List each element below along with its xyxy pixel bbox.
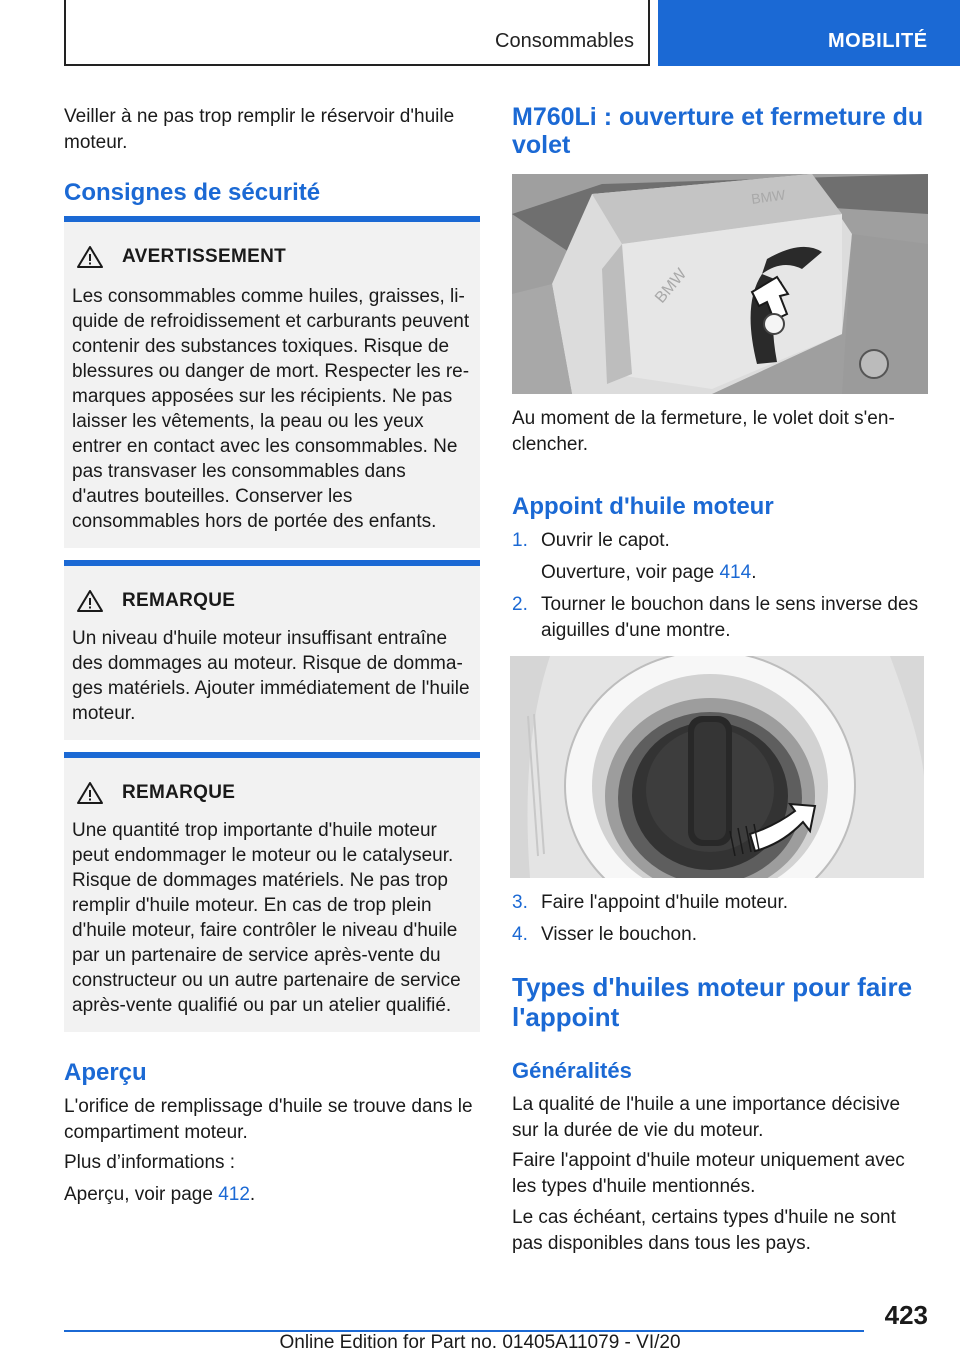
note2-title: REMARQUE xyxy=(122,782,236,803)
step-1-text: Ouvrir le capot. xyxy=(541,530,670,551)
flap-heading: M760Li : ouverture et fermeture du volet xyxy=(512,103,924,159)
page-link-412[interactable]: 412 xyxy=(218,1184,250,1205)
general-paragraph-1: La qualité de l'huile a une importance décisive sur la durée de vie du moteur. xyxy=(512,1094,901,1141)
warning-text: Les consommables comme huiles, graisses, liquide de refroidissement et carburants peuvent contenir des substances toxiques. Risque de blessures ou danger de mort. Respecter les remarques apposées sur les récipients. Ne pas laisser les vêtements, la peau ou les yeux entrer en contact avec les consommables. Ne pas transvaser les consommables dans d'autres bouteilles. Conserver les consommables hors de portée des enfants. xyxy=(72,286,470,532)
engine-cover-logo-small: BMW xyxy=(750,186,787,207)
overview-heading: Aperçu xyxy=(64,1059,147,1086)
page-link-414[interactable]: 414 xyxy=(719,562,752,583)
step-4-text: Visser le bouchon. xyxy=(541,924,697,945)
oil-types-heading: Types d'huiles moteur pour faire l'appoint xyxy=(512,972,913,1032)
note1-title: REMARQUE xyxy=(122,590,236,611)
header-chapter-title: MOBILITÉ xyxy=(828,30,928,52)
warning-title: AVERTISSEMENT xyxy=(122,246,287,267)
note1-text: Un niveau d'huile moteur insuffisant entraîne des dommages au moteur. Risque de dommages matériels. Ajouter immédiatement de l'huile moteur. xyxy=(72,628,470,724)
engine-cover-image xyxy=(512,174,928,394)
step-2-text: Tourner le bouchon dans le sens inverse des aiguilles d'une montre. xyxy=(541,594,919,641)
note-box-1 xyxy=(64,560,480,740)
warning-triangle-icon xyxy=(76,245,104,269)
step1-ref-label: Ouverture, voir page xyxy=(541,562,715,583)
step-3-text: Faire l'appoint d'huile moteur. xyxy=(541,892,789,913)
footer-edition: Online Edition for Part no. 01405A11079 - VI/20 xyxy=(279,1332,681,1353)
safety-heading: Consignes de sécurité xyxy=(64,179,321,206)
engine-cover-logo: BMW xyxy=(652,265,691,307)
general-heading: Généralités xyxy=(512,1058,632,1083)
oil-cap-image xyxy=(510,656,924,878)
note-box-2 xyxy=(64,752,480,1032)
note2-text: Une quantité trop importante d'huile moteur peut endommager le moteur ou le catalyseur. Risque de dommages matériels. Ne pas trop remplir d'huile moteur. En cas de trop plein d'huile moteur, faire contrôler le niveau d'huile par un partenaire de service après-vente du constructeur ou un autre partenaire de service après-vente qualifié ou par un atelier qualifié. xyxy=(72,820,461,1016)
general-paragraph-3: Le cas échéant, certains types d'huile ne sont pas disponibles dans tous les pays. xyxy=(512,1207,896,1254)
step-2-number: 2. xyxy=(512,594,528,615)
intro-paragraph: Veiller à ne pas trop remplir le réservoir d'huile moteur. xyxy=(64,106,455,153)
step-1-number: 1. xyxy=(512,530,528,551)
general-paragraph-2: Faire l'appoint d'huile moteur uniquement avec les types d'huile mentionnés. xyxy=(512,1150,905,1197)
overview-ref-end: . xyxy=(249,1184,256,1205)
flap-caption: Au moment de la fermeture, le volet doit s'enclencher. xyxy=(512,408,895,455)
step-3-number: 3. xyxy=(512,892,528,913)
step-1-reference xyxy=(541,560,928,586)
oil-cap-illustration xyxy=(510,656,924,878)
header-chapter-tab[interactable] xyxy=(658,0,960,66)
overview-reference xyxy=(64,1182,480,1208)
header-section-tab xyxy=(64,0,650,66)
step-4-number: 4. xyxy=(512,924,528,945)
header-section-title: Consommables xyxy=(495,30,634,52)
warning-box xyxy=(64,216,480,548)
overview-text: L'orifice de remplissage d'huile se trouve dans le compartiment moteur. xyxy=(64,1096,473,1143)
step1-ref-end: . xyxy=(751,562,757,583)
more-info-label: Plus d’informations : xyxy=(64,1152,236,1173)
warning-triangle-icon xyxy=(76,589,104,613)
warning-triangle-icon xyxy=(76,781,104,805)
overview-ref-label: Aperçu, voir page xyxy=(64,1184,213,1205)
engine-flap-illustration xyxy=(512,174,928,394)
page-number: 423 xyxy=(884,1300,928,1330)
topup-heading: Appoint d'huile moteur xyxy=(512,493,774,520)
